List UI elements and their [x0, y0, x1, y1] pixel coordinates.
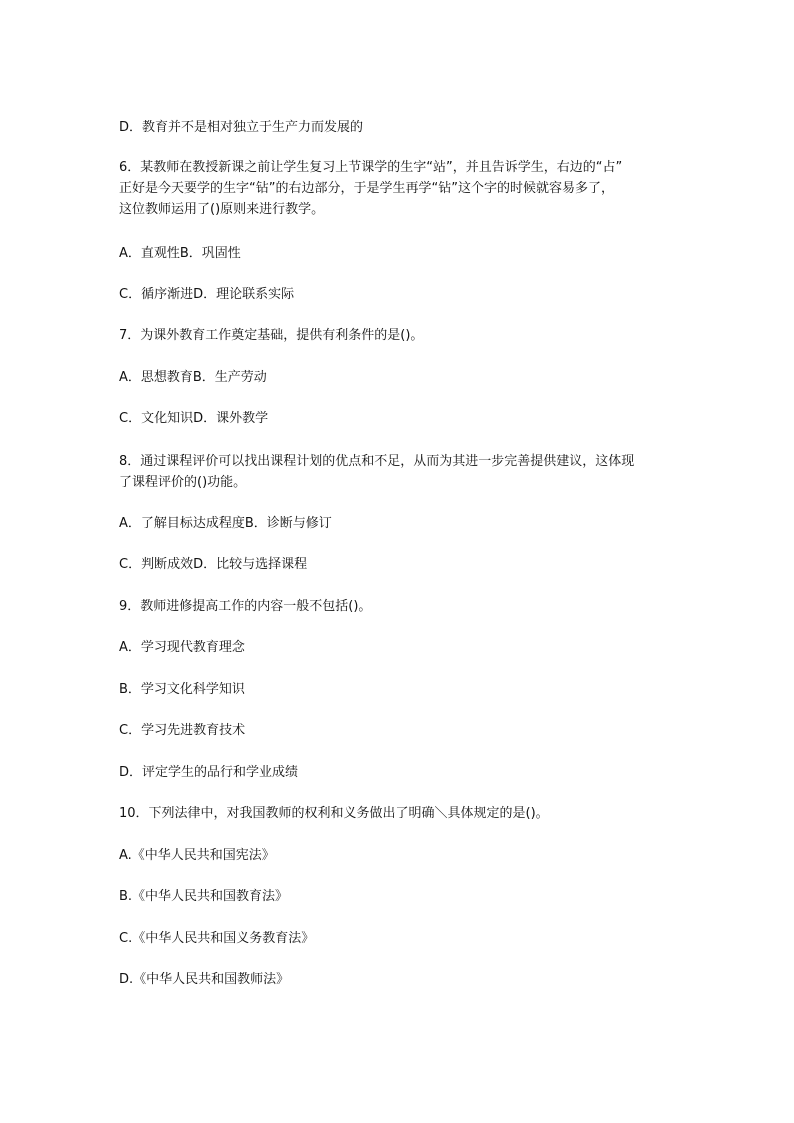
options-ab-q7: A．思想教育B．生产劳动	[119, 370, 267, 385]
option-b-q10: B.《中华人民共和国教育法》	[119, 889, 289, 904]
question-10: 10．下列法律中，对我国教师的权利和义务做出了明确＼具体规定的是()。	[119, 806, 549, 821]
options-ab-q6: A．直观性B．巩固性	[119, 246, 241, 261]
options-cd-q6: C．循序渐进D．理论联系实际	[119, 287, 295, 302]
option-b-q9: B．学习文化科学知识	[119, 682, 245, 697]
question-8-line-1: 8．通过课程评价可以找出课程计划的优点和不足，从而为其进一步完善提供建议，这体现	[119, 454, 635, 469]
option-c-q10: C.《中华人民共和国义务教育法》	[119, 931, 315, 946]
option-a-q9: A．学习现代教育理念	[119, 640, 245, 655]
question-8	[119, 451, 694, 493]
question-6-line-2: 正好是今天要学的生字“钻”的右边部分，于是学生再学“钻”这个字的时候就容易多了，	[119, 181, 614, 196]
option-a-q10: A.《中华人民共和国宪法》	[119, 848, 275, 863]
option-d-q5: D．教育并不是相对独立于生产力而发展的	[119, 120, 364, 135]
question-6	[119, 157, 694, 220]
question-7: 7．为课外教育工作奠定基础，提供有利条件的是()。	[119, 328, 424, 343]
question-8-line-2: 了课程评价的()功能。	[119, 475, 247, 490]
options-cd-q8: C．判断成效D．比较与选择课程	[119, 557, 308, 572]
option-d-q10: D.《中华人民共和国教师法》	[119, 972, 290, 987]
question-6-line-1: 6．某教师在教授新课之前让学生复习上节课学的生字“站”，并且告诉学生，右边的“占”	[119, 160, 623, 175]
question-6-line-3: 这位教师运用了()原则来进行教学。	[119, 202, 325, 217]
options-cd-q7: C．文化知识D．课外教学	[119, 411, 269, 426]
question-9: 9．教师进修提高工作的内容一般不包括()。	[119, 599, 372, 614]
option-d-q9: D．评定学生的品行和学业成绩	[119, 765, 299, 780]
option-c-q9: C．学习先进教育技术	[119, 723, 246, 738]
options-ab-q8: A．了解目标达成程度B．诊断与修订	[119, 516, 332, 531]
